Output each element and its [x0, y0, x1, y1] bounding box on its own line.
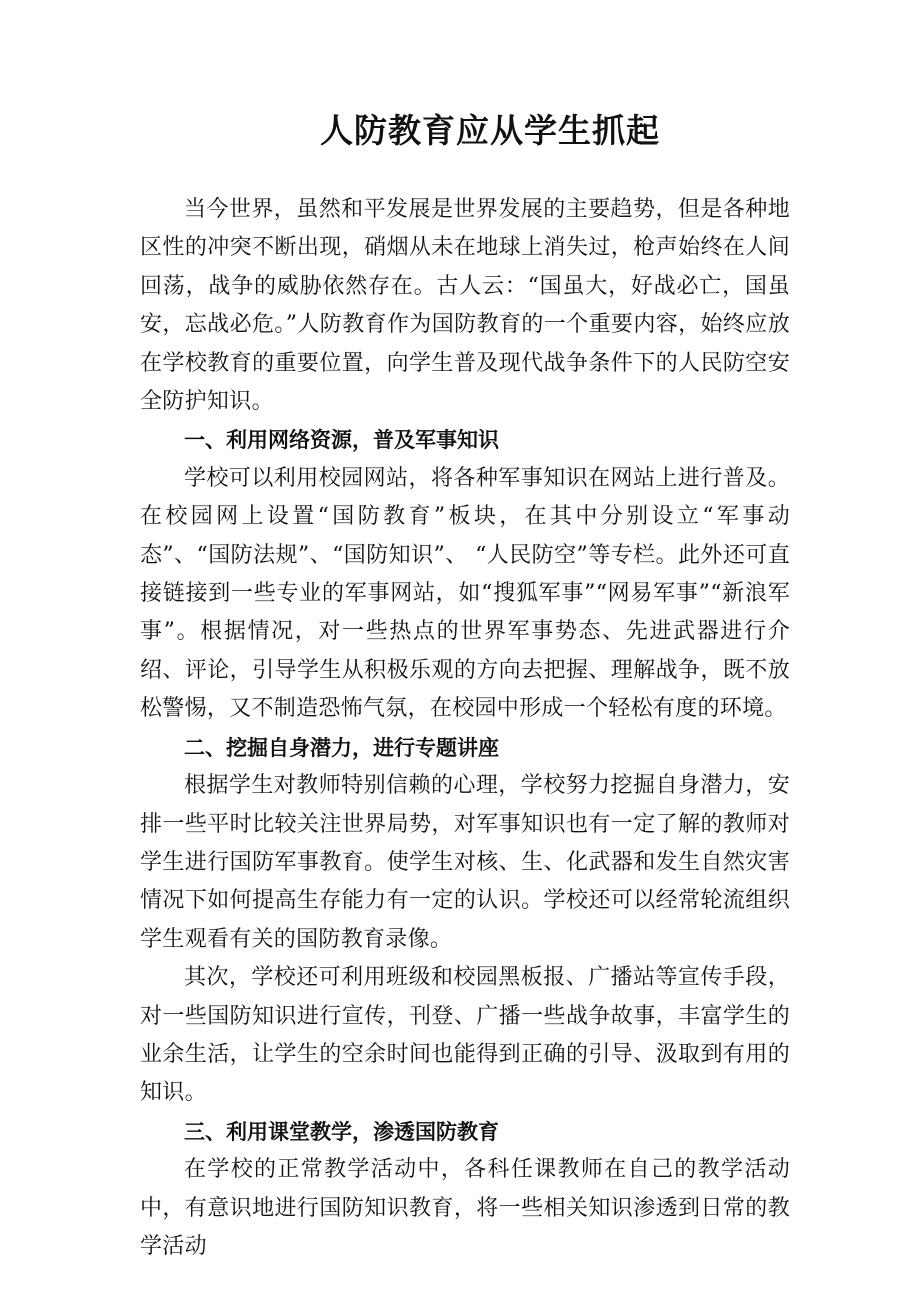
section-heading-3: 三、利用课堂教学，渗透国防教育 — [184, 1119, 499, 1144]
section-heading-2: 二、挖掘自身潜力，进行专题讲座 — [184, 735, 499, 760]
paragraph-section-2: 根据学生对教师特别信赖的心理，学校努力挖掘自身潜力，安排一些平时比较关注世界局势，对军事知识也有一定了解的教师对学生进行国防军事教育。使学生对核、生、化武器和发生自然灾害情况下如何提高生存能力有一定的认识。学校还可以经常轮流组织学生观看有关的国防教育录像。 — [140, 773, 790, 952]
paragraph-section-1: 学校可以利用校园网站，将各种军事知识在网站上进行普及。在校园网上设置“国防教育”板块，在其中分别设立“军事动态”、“国防法规”、“国防知识”、 “人民防空”等专栏。此外还可直接链接到一些专业的军事网站，如“搜狐军事”“网易军事”“新浪军事”。根据情况，对一些热点的世界军事势态、先进武器进行介绍、评论，引导学生从积极乐观的方向去把握、理解战争，既不放松警惕，又不制造恐怖气氛，在校园中形成一个轻松有度的环境。 — [140, 465, 790, 722]
document-body — [140, 191, 790, 1266]
section-heading-1: 一、利用网络资源，普及军事知识 — [184, 428, 499, 453]
paragraph-section-3: 在学校的正常教学活动中，各科任课教师在自己的教学活动中，有意识地进行国防知识教育，将一些相关知识渗透到日常的教学活动 — [140, 1157, 790, 1259]
paragraph-intro: 当今世界，虽然和平发展是世界发展的主要趋势，但是各种地区性的冲突不断出现，硝烟从未在地球上消失过，枪声始终在人间回荡，战争的威胁依然存在。古人云：“国虽大，好战必亡，国虽安，忘战必危。”人防教育作为国防教育的一个重要内容，始终应放在学校教育的重要位置，向学生普及现代战争条件下的人民防空安全防护知识。 — [140, 197, 790, 415]
document-title: 人防教育应从学生抓起 — [320, 111, 660, 150]
paragraph-section-2-continued: 其次，学校还可利用班级和校园黑板报、广播站等宣传手段，对一些国防知识进行宣传，刊登、广播一些战争故事，丰富学生的业余生活，让学生的空余时间也能得到正确的引导、汲取到有用的知识。 — [140, 965, 790, 1106]
